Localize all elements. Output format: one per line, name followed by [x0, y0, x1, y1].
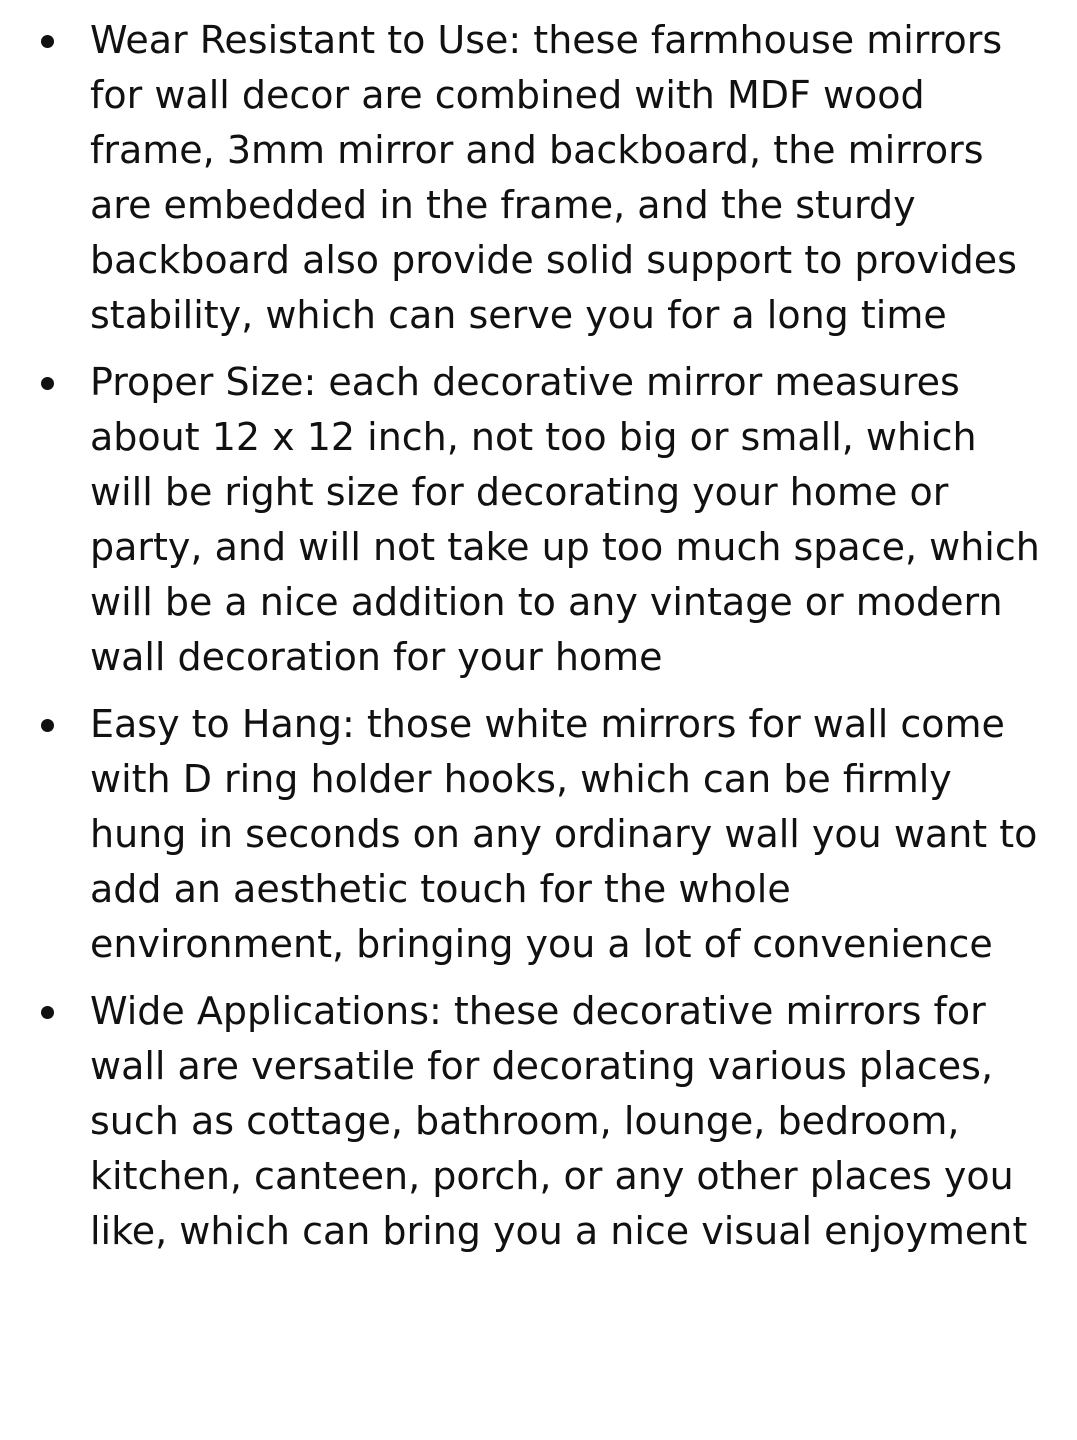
- feature-text: Wide Applications: these decorative mirrors for wall are versatile for decorating various places, such as cottage, bathroom, lounge, bedroom, kitchen, canteen, porch, or any other places you like, which can bring you a nice visual enjoyment: [90, 989, 1028, 1253]
- bullet-icon: [41, 35, 54, 48]
- bullet-icon: [41, 719, 54, 732]
- feature-text: Easy to Hang: those white mirrors for wall come with D ring holder hooks, which can be firmly hung in seconds on any ordinary wall you want to add an aesthetic touch for the whole environment, bringing you a lot of convenience: [90, 702, 1038, 966]
- bullet-icon: [41, 1006, 54, 1019]
- feature-text: Proper Size: each decorative mirror measures about 12 x 12 inch, not too big or small, which will be right size for decorating your home or party, and will not take up too much space, which will be a nice addition to any vintage or modern wall decoration for your home: [90, 360, 1040, 679]
- list-item: [0, 697, 1077, 972]
- list-item: [0, 13, 1077, 343]
- feature-text: Wear Resistant to Use: these farmhouse mirrors for wall decor are combined with MDF wood frame, 3mm mirror and backboard, the mirrors are embedded in the frame, and the sturdy backboard also provide solid support to provides stability, which can serve you for a long time: [90, 18, 1017, 337]
- bullet-icon: [41, 377, 54, 390]
- list-item: [0, 984, 1077, 1259]
- list-item: [0, 355, 1077, 685]
- feature-bullet-list: [0, 13, 1077, 1271]
